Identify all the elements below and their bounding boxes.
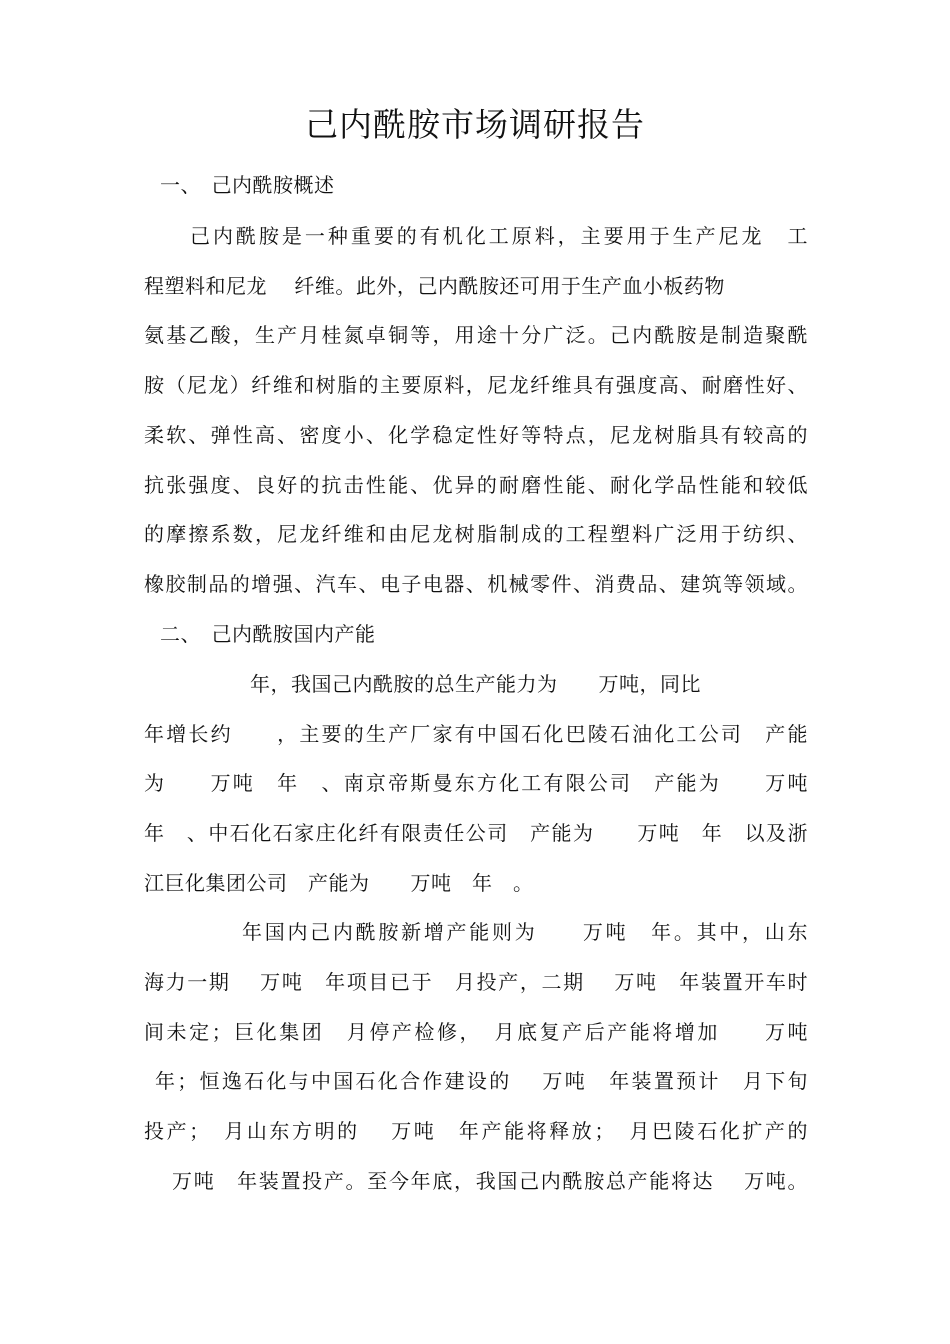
paragraph-line: 橡胶制品的增强、汽车、电子电器、机械零件、消费品、建筑等领域。 bbox=[144, 572, 808, 596]
paragraph-line: 抗张强度、良好的抗击性能、优异的耐磨性能、耐化学品性能和较低 bbox=[144, 473, 808, 497]
paragraph-line: 程塑料和尼龙 纤维。此外，己内酰胺还可用于生产血小板药物 bbox=[144, 274, 725, 298]
paragraph-line: 投产； 月山东方明的 万吨 年产能将释放； 月巴陵石化扩产的 bbox=[144, 1119, 808, 1143]
paragraph-line: 年，我国己内酰胺的总生产能力为 万吨，同比 bbox=[250, 672, 701, 696]
paragraph-line: 江巨化集团公司 产能为 万吨 年 。 bbox=[144, 871, 534, 895]
page-title: 己内酰胺市场调研报告 bbox=[305, 105, 645, 144]
section-heading-capacity: 二、 己内酰胺国内产能 bbox=[160, 622, 376, 646]
paragraph-line: 为 万吨 年 、南京帝斯曼东方化工有限公司 产能为 万吨 bbox=[144, 771, 808, 795]
paragraph-line: 己内酰胺是一种重要的有机化工原料，主要用于生产尼龙 工 bbox=[144, 224, 808, 248]
section-heading-overview: 一、 己内酰胺概述 bbox=[160, 173, 335, 197]
paragraph-line: 氨基乙酸，生产月桂氮卓铜等，用途十分广泛。己内酰胺是制造聚酰 bbox=[144, 323, 808, 347]
paragraph-line: 年国内己内酰胺新增产能则为 万吨 年。其中，山东 bbox=[242, 920, 808, 944]
paragraph-line: 柔软、弹性高、密度小、化学稳定性好等特点，尼龙树脂具有较高的 bbox=[144, 423, 808, 447]
paragraph-line: 万吨 年装置投产。至今年底，我国己内酰胺总产能将达 万吨。 bbox=[172, 1169, 808, 1193]
paragraph-line: 的摩擦系数，尼龙纤维和由尼龙树脂制成的工程塑料广泛用于纺织、 bbox=[144, 522, 808, 546]
paragraph-line: 胺（尼龙）纤维和树脂的主要原料，尼龙纤维具有强度高、耐磨性好、 bbox=[144, 373, 808, 397]
paragraph-line: 年 、中石化石家庄化纤有限责任公司 产能为 万吨 年 以及浙 bbox=[144, 821, 808, 845]
paragraph-line: 年；恒逸石化与中国石化合作建设的 万吨 年装置预计 月下旬 bbox=[155, 1069, 808, 1093]
paragraph-line: 海力一期 万吨 年项目已于 月投产，二期 万吨 年装置开车时 bbox=[144, 970, 808, 994]
paragraph-line: 年增长约 ，主要的生产厂家有中国石化巴陵石油化工公司 产能 bbox=[144, 722, 808, 746]
paragraph-line: 间未定；巨化集团 月停产检修， 月底复产后产能将增加 万吨 bbox=[144, 1020, 808, 1044]
